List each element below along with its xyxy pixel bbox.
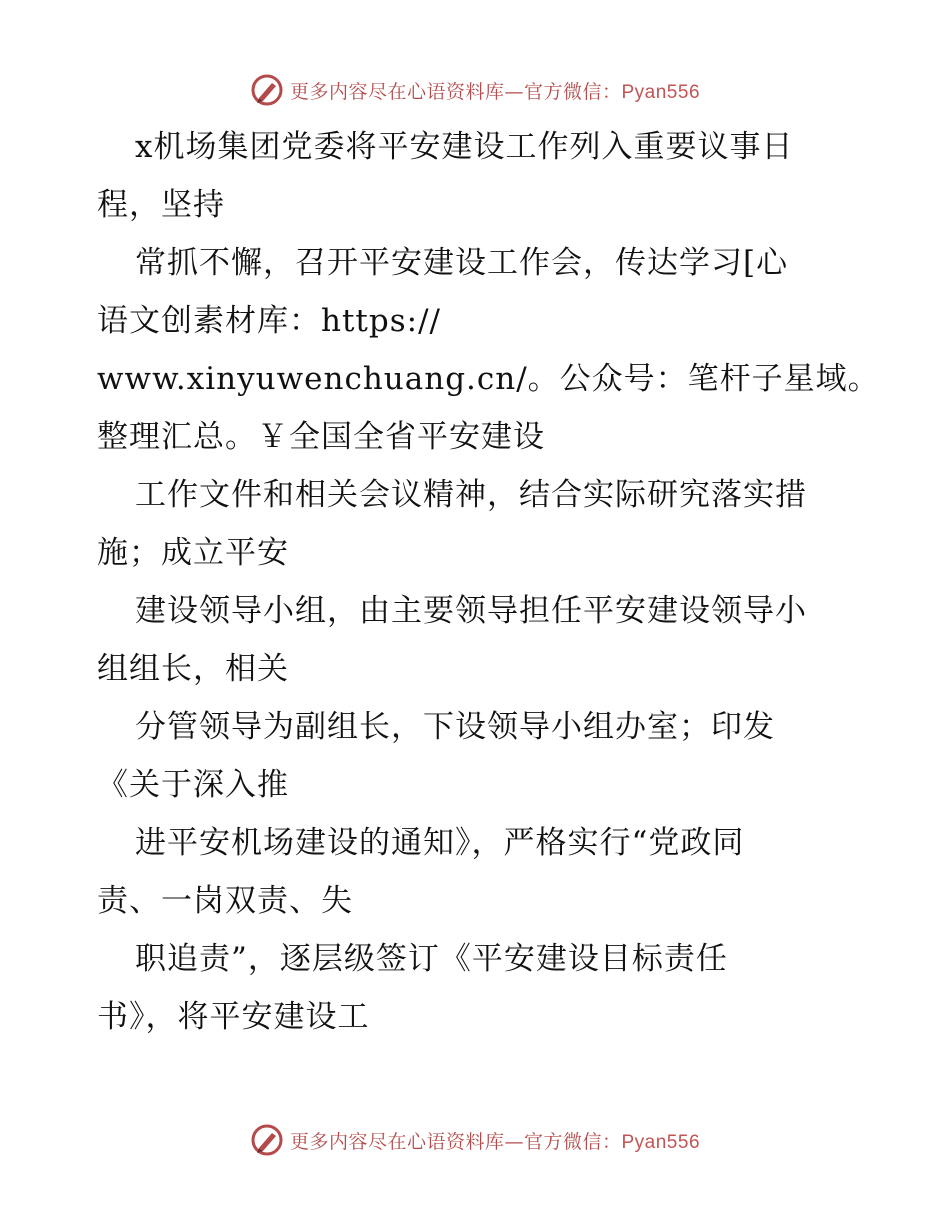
pen-logo-icon	[250, 1123, 284, 1157]
watermark-text	[290, 1127, 700, 1154]
header-watermark	[0, 70, 950, 110]
body-line: 组组长，相关	[97, 651, 289, 687]
watermark-id: Pyan556	[621, 81, 701, 103]
body-line: 程，坚持	[97, 187, 225, 223]
body-line: 书》，将平安建设工	[97, 999, 370, 1035]
body-line: 建设领导小组，由主要领导担任平安建设领导小	[135, 593, 807, 629]
body-line: www.xinyuwenchuang.cn/。公众号：笔杆子星域。	[97, 361, 880, 397]
document-body	[97, 118, 880, 1046]
body-line: 工作文件和相关会议精神，结合实际研究落实措	[135, 477, 807, 513]
body-line: 进平安机场建设的通知》，严格实行“党政同	[135, 825, 745, 861]
footer-watermark	[0, 1120, 950, 1160]
body-line: 职追责”，逐层级签订《平安建设目标责任	[135, 941, 728, 977]
pen-logo-icon	[250, 73, 284, 107]
watermark-main: 更多内容尽在心语资料库—官方微信：	[289, 80, 622, 103]
body-line: x机场集团党委将平安建设工作列入重要议事日	[135, 129, 794, 165]
body-line: 责、一岗双责、失	[97, 883, 353, 919]
body-line: 施；成立平安	[97, 535, 289, 571]
body-line: 分管领导为副组长，下设领导小组办室；印发	[135, 709, 775, 745]
watermark-id: Pyan556	[621, 1131, 701, 1153]
body-line: 常抓不懈，召开平安建设工作会，传达学习[心	[135, 245, 789, 281]
body-line: 《关于深入推	[97, 767, 289, 803]
watermark-text	[290, 77, 700, 104]
body-line: 整理汇总。￥全国全省平安建设	[97, 419, 545, 455]
watermark-main: 更多内容尽在心语资料库—官方微信：	[289, 1130, 622, 1153]
body-line: 语文创素材库：https://	[97, 303, 441, 339]
